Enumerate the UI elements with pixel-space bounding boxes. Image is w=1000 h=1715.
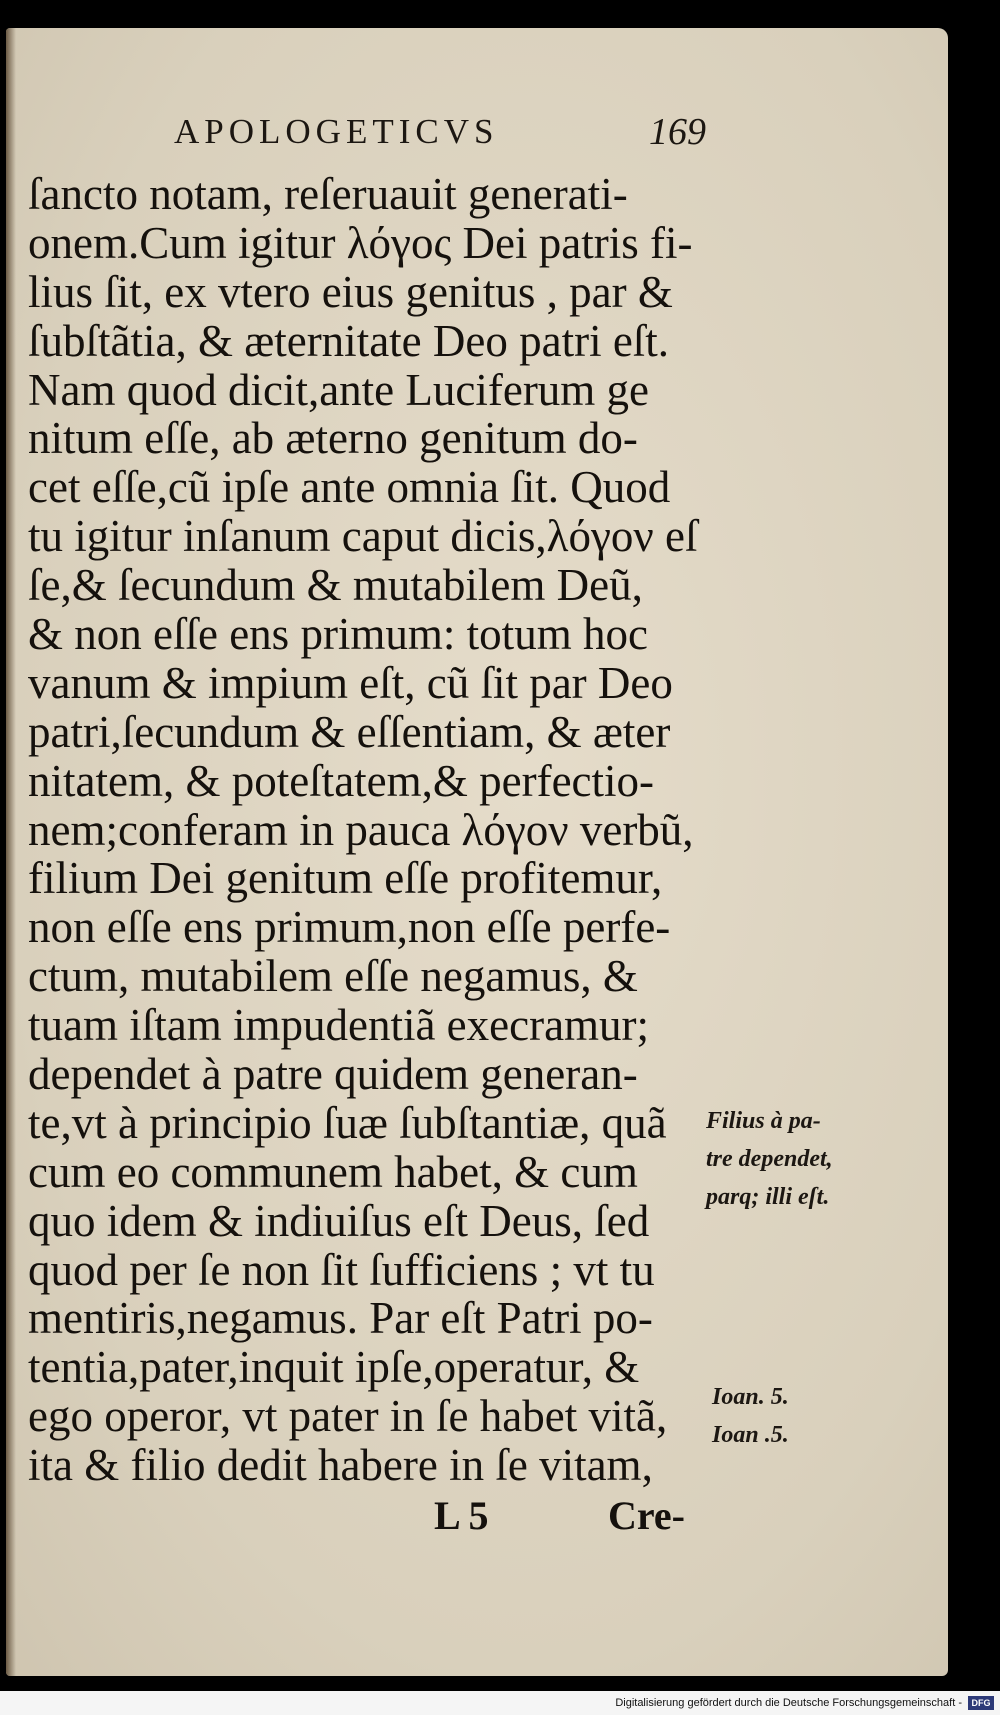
text-line: nem;conferam in pauca λόγον verbũ,	[28, 804, 694, 855]
footer-credit: Digitalisierung gefördert durch die Deutsche Forschungsgemeinschaft -	[615, 1697, 962, 1709]
text-line: non eſſe ens primum,non eſſe perfe-	[28, 902, 671, 953]
text-line: dependet à patre quidem generan-	[28, 1049, 638, 1100]
text-line: patri,ſecundum & eſſentiam, & æter	[28, 706, 671, 757]
text-line: tentia,pater,inquit ipſe,operatur, &	[28, 1342, 640, 1393]
text-line: te,vt à principio ſuæ ſubſtantiæ, quã	[28, 1097, 667, 1148]
margin-note-line: Filius à pa-	[706, 1108, 821, 1134]
text-line: ſancto notam, reſeruauit generati-	[28, 169, 628, 219]
margin-note-line: Ioan .5.	[712, 1422, 789, 1448]
margin-note-filius	[706, 1102, 946, 1216]
text-line: ſubſtãtia, & æternitate Deo patri eſt.	[28, 315, 670, 366]
text-line: nitatem, & poteſtatem,& perfectio-	[28, 755, 655, 806]
margin-note-line: parq; illi eſt.	[706, 1184, 830, 1210]
page-number: 169	[649, 111, 706, 153]
text-line: quod per ſe non ſit ſufficiens ; vt tu	[28, 1244, 655, 1295]
dfg-logo-icon: DFG	[968, 1696, 994, 1710]
text-line: lius ſit, ex vtero eius genitus , par &	[28, 266, 673, 317]
margin-note-ioan	[712, 1378, 948, 1454]
book-page	[6, 28, 948, 1676]
margin-note-line: Ioan. 5.	[712, 1384, 789, 1410]
text-line: ita & filio dedit habere in ſe vitam,	[28, 1440, 653, 1491]
text-line: & non eſſe ens primum: totum hoc	[28, 609, 648, 660]
body-text	[28, 170, 728, 1490]
footer-bar	[0, 1691, 1000, 1715]
text-line: ctum, mutabilem eſſe negamus, &	[28, 951, 638, 1002]
text-line: tuam iſtam impudentiã execramur;	[28, 1000, 650, 1051]
text-line: vanum & impium eſt, cũ ſit par Deo	[28, 657, 673, 708]
text-line: quo idem & indiuiſus eſt Deus, ſed	[28, 1195, 650, 1246]
text-line: onem.Cum igitur λόγος Dei patris fi-	[28, 217, 693, 268]
margin-note-line: tre dependet,	[706, 1146, 833, 1172]
text-line: cet eſſe,cũ ipſe ante omnia ſit. Quod	[28, 462, 671, 513]
text-line: ego operor, vt pater in ſe habet vitã,	[28, 1391, 668, 1442]
running-head: APOLOGETICVS	[174, 112, 499, 151]
text-line: filium Dei genitum eſſe profitemur,	[28, 853, 663, 904]
signature-mark: L 5	[434, 1493, 489, 1538]
text-line: ſe,& ſecundum & mutabilem Deũ,	[28, 560, 643, 611]
text-line: mentiris,negamus. Par eſt Patri po-	[28, 1293, 653, 1344]
text-line: cum eo communem habet, & cum	[28, 1146, 638, 1197]
text-line: Nam quod dicit,ante Luciferum ge	[28, 364, 650, 415]
text-line: nitum eſſe, ab æterno genitum do-	[28, 413, 638, 464]
catchword: Cre-	[608, 1493, 685, 1538]
text-line: tu igitur inſanum caput dicis,λόγον eſ	[28, 511, 698, 562]
